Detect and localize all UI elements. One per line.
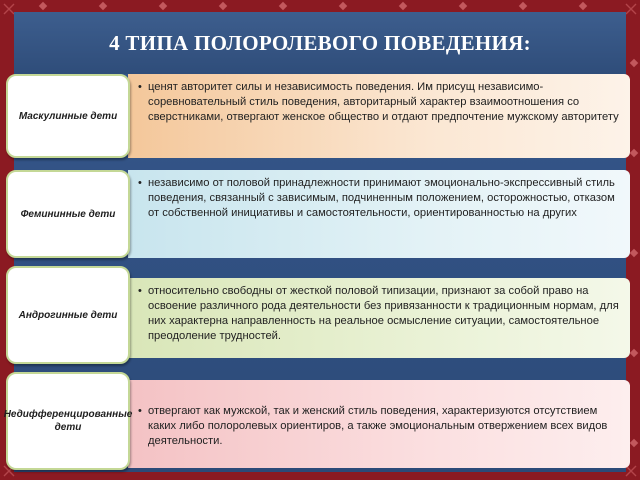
type-label-box — [6, 266, 130, 364]
type-label: Фемининные дети — [20, 208, 116, 220]
bullet-icon: • — [138, 405, 142, 417]
type-description — [128, 74, 630, 158]
type-description — [128, 380, 630, 468]
type-label: Недифференцированные дети — [3, 409, 133, 433]
type-label-box — [6, 74, 130, 158]
type-label: Маскулинные дети — [18, 110, 118, 122]
type-label: Андрогинные дети — [18, 309, 118, 321]
title-bar — [14, 12, 626, 74]
bullet-icon: • — [138, 177, 142, 189]
bullet-icon: • — [138, 285, 142, 297]
type-description-text: относительно свободны от жесткой половой типизации, признают за собой право на освоение различного рода деятельности без привязанности к традиционным нормам, для них характерна направленность на реальное осмысление ситуации, самостоятельное преодоление трудностей. — [148, 285, 619, 342]
slide-title: 4 ТИПА ПОЛОРОЛЕВОГО ПОВЕДЕНИЯ: — [109, 30, 531, 55]
type-label-box — [3, 372, 133, 470]
type-description-text: независимо от половой принадлежности принимают эмоционально-экспрессивный стиль поведения, связанный с зависимым, подчиненным положением, осторожностью, отказом от собственной инициативы и самостоятельности, ориентированностью на других — [148, 177, 615, 219]
type-description-text: отвергают как мужской, так и женский стиль поведения, характеризуются отсутствием каких либо полоролевых ориентиров, а также эмоциональным отвержением всех видов деятельности. — [148, 405, 608, 447]
type-description — [128, 170, 630, 258]
type-description — [128, 278, 630, 358]
bullet-icon: • — [138, 81, 142, 93]
type-label-box — [6, 170, 130, 258]
type-description-text: ценят авторитет силы и независимость поведения. Им присущ независимо-соревновательный стиль поведения, авторитарный характер взаимоотношения со сверстниками, отвергают женское общество и отдают предпочтение мужскому авторитету — [148, 81, 619, 123]
